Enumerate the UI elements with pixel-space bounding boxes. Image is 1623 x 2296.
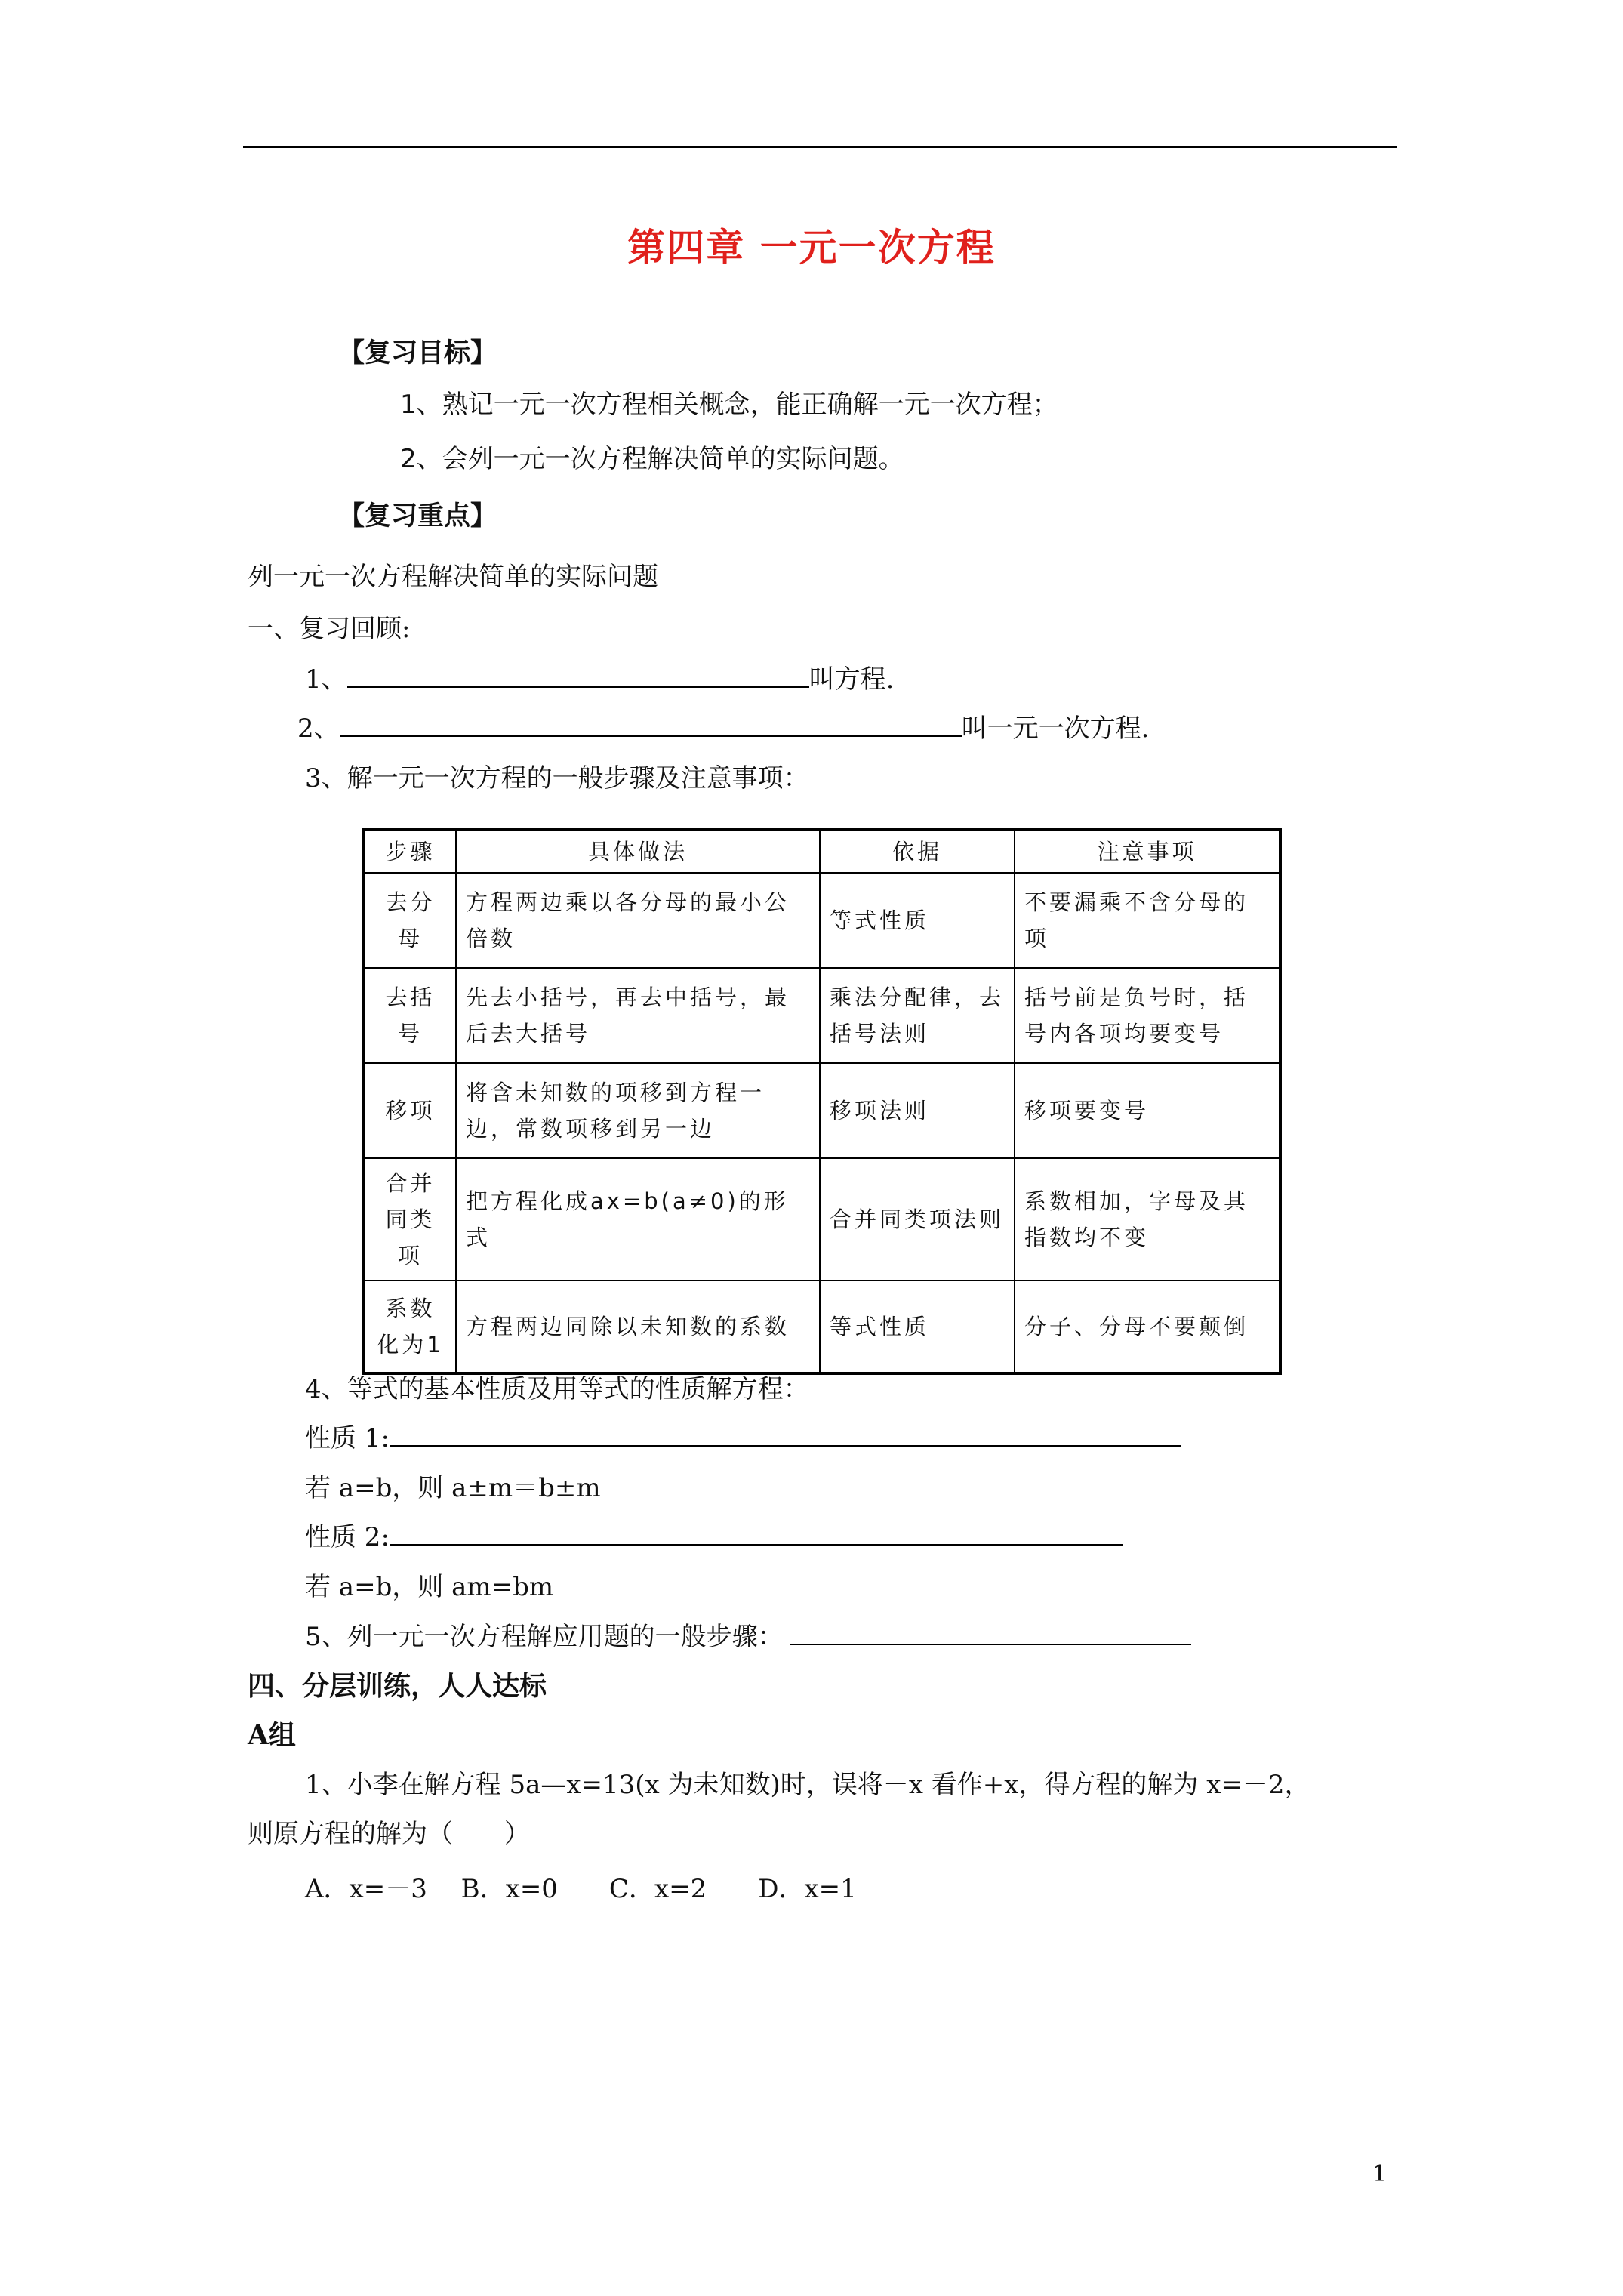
question-5-text: 5、列一元一次方程解应用题的一般步骤： (305, 1622, 784, 1652)
table-row (364, 1063, 1280, 1158)
header-cell-step: 步骤 (364, 830, 456, 873)
page-number: 1 (1372, 2161, 1387, 2187)
cell-step: 系数化为1 (364, 1281, 456, 1373)
question-2-blank[interactable] (340, 714, 962, 737)
property-2-label: 性质 2: (305, 1522, 390, 1552)
property-2-example: 若 a=b，则 am=bm (305, 1572, 554, 1602)
header-rule (243, 146, 1397, 148)
question-3: 3、解一元一次方程的一般步骤及注意事项： (305, 763, 809, 794)
problem-1-line-1: 1、小李在解方程 5a—x=13(x 为未知数)时，误将－x 看作+x，得方程的解为 x=－2， (305, 1770, 1310, 1800)
question-2 (297, 707, 1149, 744)
question-4: 4、等式的基本性质及用等式的性质解方程： (305, 1374, 809, 1404)
review-goal-1: 1、熟记一元一次方程相关概念，能正确解一元一次方程； (400, 390, 1058, 420)
table-header-row (364, 830, 1280, 873)
cell-basis: 等式性质 (820, 1281, 1015, 1373)
problem-1-line-2: 则原方程的解为（ ） (248, 1819, 530, 1849)
question-1-suffix: 叫方程. (808, 664, 895, 695)
cell-notes: 移项要变号 (1015, 1063, 1280, 1158)
table-row (364, 873, 1280, 968)
problem-1-choices: A．x=－3 B．x=0 C．x=2 D．x=1 (305, 1874, 857, 1904)
cell-notes: 括号前是负号时，括号内各项均要变号 (1015, 968, 1280, 1063)
table-row (364, 968, 1280, 1063)
cell-method: 先去小括号，再去中括号，最后去大括号 (456, 968, 820, 1063)
property-2-blank[interactable] (390, 1523, 1123, 1546)
cell-basis: 等式性质 (820, 873, 1015, 968)
question-5-blank[interactable] (790, 1623, 1191, 1645)
review-focus-text: 列一元一次方程解决简单的实际问题 (248, 562, 658, 592)
question-5 (305, 1616, 1191, 1653)
review-goal-2: 2、会列一元一次方程解决简单的实际问题。 (400, 444, 904, 474)
cell-step: 移项 (364, 1063, 456, 1158)
cell-basis: 移项法则 (820, 1063, 1015, 1158)
cell-method: 把方程化成ax=b(a≠0)的形式 (456, 1158, 820, 1281)
group-a-label: A组 (248, 1719, 296, 1751)
property-2 (305, 1516, 1123, 1553)
section-1-heading: 一、复习回顾: (248, 614, 411, 644)
cell-step: 合并同类项 (364, 1158, 456, 1281)
question-1 (305, 658, 894, 695)
cell-basis: 合并同类项法则 (820, 1158, 1015, 1281)
header-cell-notes: 注意事项 (1015, 830, 1280, 873)
table-row (364, 1281, 1280, 1373)
cell-method: 方程两边同除以未知数的系数 (456, 1281, 820, 1373)
cell-notes: 不要漏乘不含分母的项 (1015, 873, 1280, 968)
page-title: 第四章 一元一次方程 (627, 225, 996, 270)
table-row (364, 1158, 1280, 1281)
question-2-suffix: 叫一元一次方程. (961, 713, 1150, 744)
review-focus-heading: 【复习重点】 (338, 501, 497, 532)
property-1-label: 性质 1: (305, 1423, 390, 1453)
cell-basis: 乘法分配律，去括号法则 (820, 968, 1015, 1063)
property-1-blank[interactable] (390, 1424, 1181, 1447)
cell-method: 将含未知数的项移到方程一边，常数项移到另一边 (456, 1063, 820, 1158)
cell-method: 方程两边乘以各分母的最小公倍数 (456, 873, 820, 968)
question-1-blank[interactable] (347, 665, 809, 688)
section-4-heading: 四、分层训练，人人达标 (248, 1670, 547, 1702)
question-1-prefix: 1、 (305, 664, 347, 695)
question-2-prefix: 2、 (297, 713, 340, 744)
cell-notes: 分子、分母不要颠倒 (1015, 1281, 1280, 1373)
header-cell-method: 具体做法 (456, 830, 820, 873)
cell-notes: 系数相加，字母及其指数均不变 (1015, 1158, 1280, 1281)
property-1 (305, 1417, 1181, 1454)
header-cell-basis: 依据 (820, 830, 1015, 873)
cell-step: 去括号 (364, 968, 456, 1063)
cell-step: 去分母 (364, 873, 456, 968)
review-goals-heading: 【复习目标】 (338, 338, 497, 368)
steps-table (362, 828, 1282, 1375)
property-1-example: 若 a=b，则 a±m＝b±m (305, 1473, 601, 1503)
